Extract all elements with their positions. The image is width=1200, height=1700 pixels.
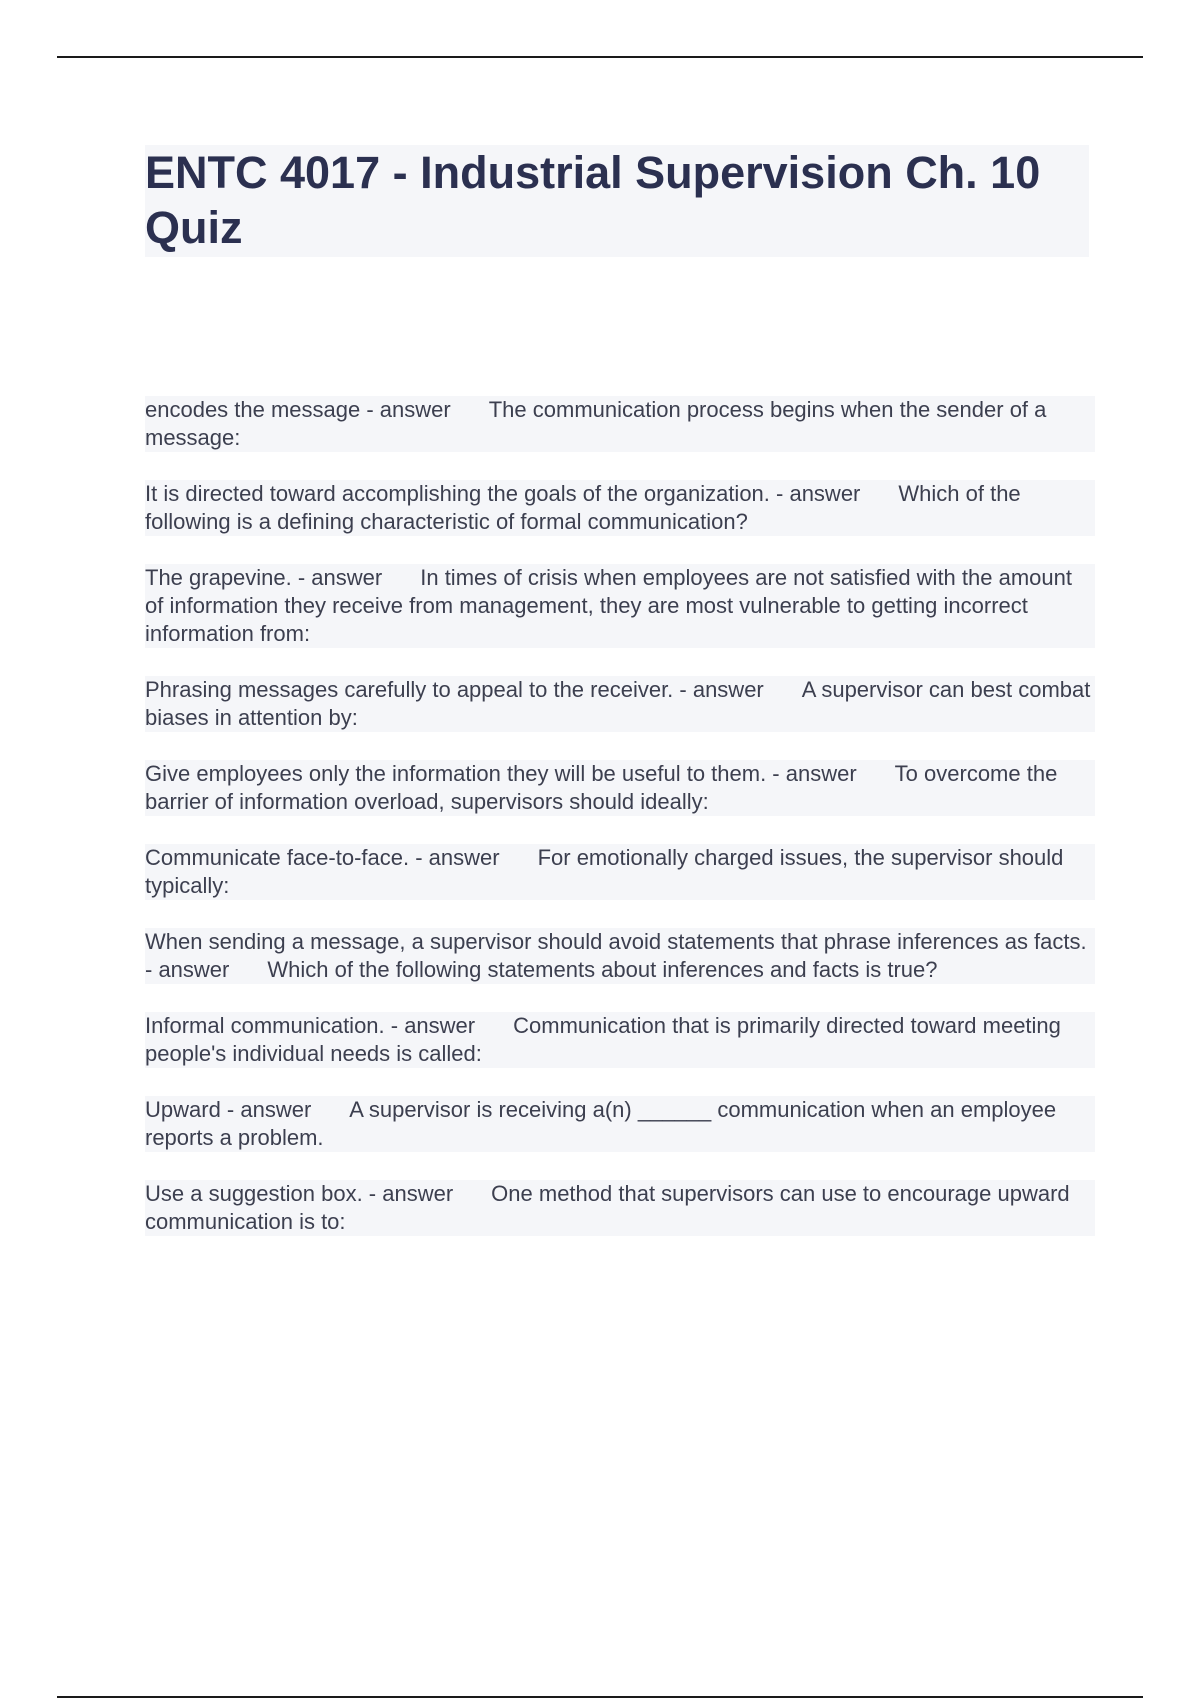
qa-item	[145, 760, 1095, 816]
qa-answer: Upward - answer	[145, 1097, 312, 1122]
qa-answer: Use a suggestion box. - answer	[145, 1181, 454, 1206]
bottom-divider	[57, 1696, 1143, 1698]
page-title: ENTC 4017 - Industrial Supervision Ch. 10 Quiz	[145, 147, 1041, 253]
top-divider	[57, 56, 1143, 58]
qa-item	[145, 1180, 1095, 1236]
qa-question: For emotionally charged issues, the supervisor should typically:	[145, 845, 1064, 898]
qa-item	[145, 928, 1095, 984]
qa-answer: encodes the message - answer	[145, 397, 451, 422]
qa-answer: The grapevine. - answer	[145, 565, 383, 590]
qa-answer: Informal communication. - answer	[145, 1013, 476, 1038]
qa-question: In times of crisis when employees are not satisfied with the amount of information they receive from management, they are most vulnerable to getting incorrect information from:	[145, 565, 1072, 646]
qa-question: One method that supervisors can use to encourage upward communication is to:	[145, 1181, 1070, 1234]
qa-question: Communication that is primarily directed toward meeting people's individual needs is called:	[145, 1013, 1061, 1066]
qa-answer: It is directed toward accomplishing the goals of the organization. - answer	[145, 481, 861, 506]
qa-question: A supervisor can best combat biases in attention by:	[145, 677, 1091, 730]
title-block	[145, 145, 1089, 257]
qa-item	[145, 1012, 1095, 1068]
qa-question: A supervisor is receiving a(n) ______ communication when an employee reports a problem.	[145, 1097, 1057, 1150]
qa-item	[145, 1096, 1095, 1152]
qa-item	[145, 564, 1095, 648]
qa-list	[145, 396, 1095, 1264]
qa-item	[145, 396, 1095, 452]
qa-question: The communication process begins when the sender of a message:	[145, 397, 1047, 450]
qa-item	[145, 480, 1095, 536]
qa-answer: When sending a message, a supervisor should avoid statements that phrase inferences as facts. - answer	[145, 929, 1087, 982]
qa-answer: Phrasing messages carefully to appeal to the receiver. - answer	[145, 677, 764, 702]
qa-answer: Communicate face-to-face. - answer	[145, 845, 500, 870]
qa-answer: Give employees only the information they will be useful to them. - answer	[145, 761, 857, 786]
qa-question: To overcome the barrier of information overload, supervisors should ideally:	[145, 761, 1058, 814]
qa-question: Which of the following statements about inferences and facts is true?	[267, 957, 938, 982]
qa-item	[145, 676, 1095, 732]
qa-question: Which of the following is a defining characteristic of formal communication?	[145, 481, 1021, 534]
qa-item	[145, 844, 1095, 900]
